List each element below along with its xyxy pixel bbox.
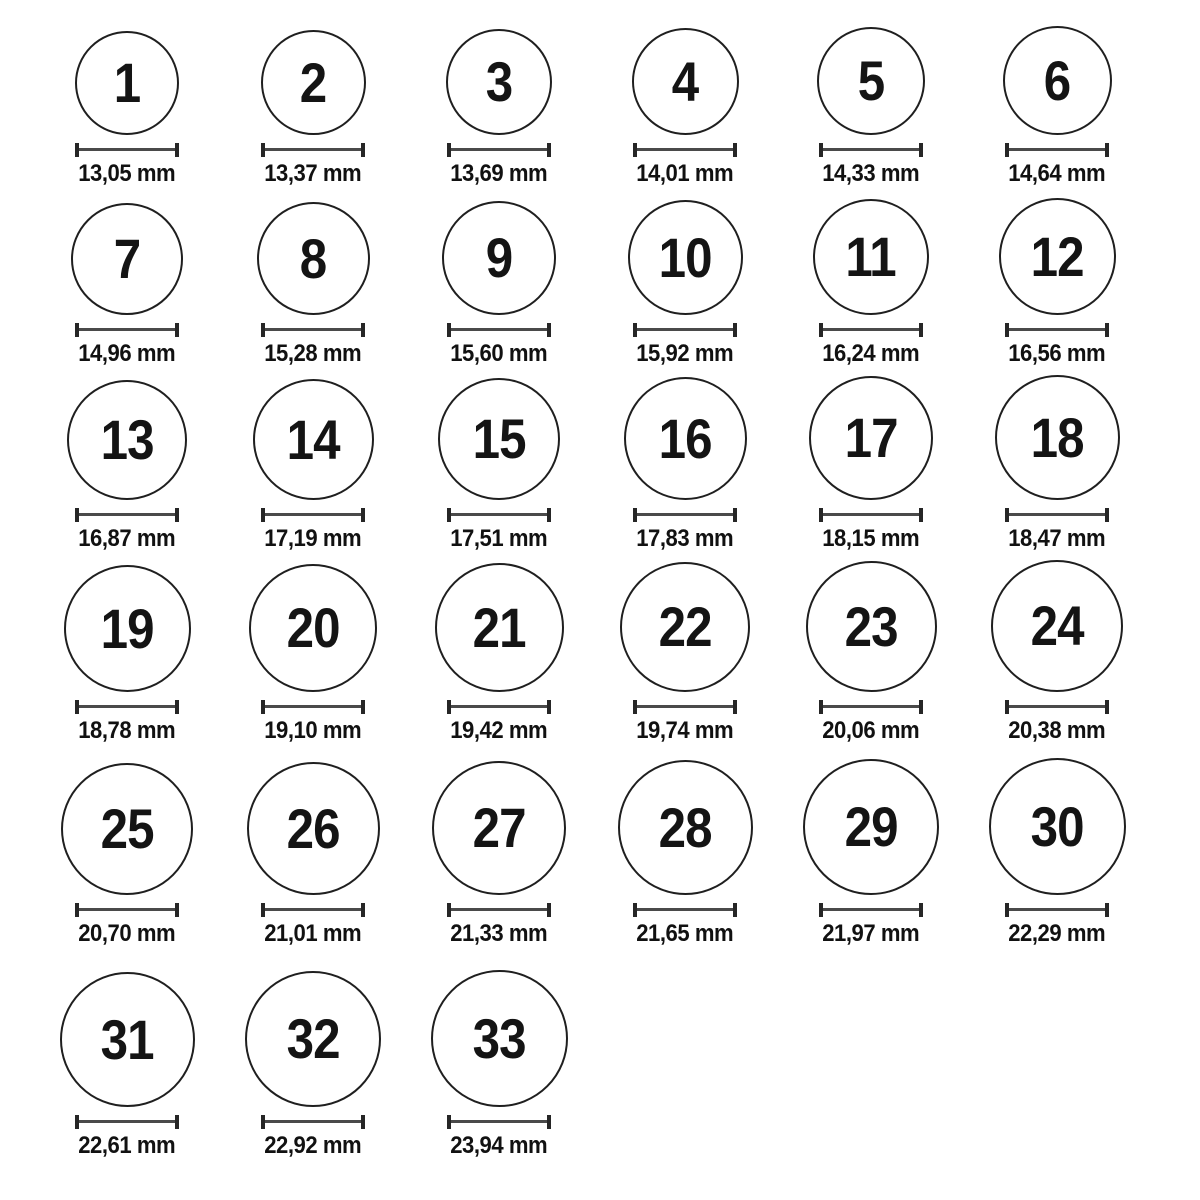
ring-size-number: 19 bbox=[100, 596, 154, 660]
ring-size-number: 11 bbox=[845, 225, 897, 288]
diameter-measure-line bbox=[75, 1115, 179, 1129]
diameter-label: 22,61 mm bbox=[78, 1132, 176, 1159]
ring-circle bbox=[446, 29, 552, 135]
ring-size-number: 31 bbox=[100, 1007, 154, 1071]
diameter-label: 21,65 mm bbox=[636, 920, 734, 947]
ring-size-cell bbox=[592, 200, 778, 365]
ring-size-cell bbox=[406, 29, 592, 185]
ring-size-number: 33 bbox=[472, 1006, 526, 1070]
ring-size-number: 32 bbox=[286, 1007, 340, 1070]
ring-size-row bbox=[0, 742, 1200, 945]
ring-size-number: 17 bbox=[844, 406, 898, 469]
ring-circle bbox=[245, 971, 381, 1107]
ring-circle bbox=[628, 200, 743, 315]
diameter-measure-line bbox=[75, 903, 179, 917]
diameter-label: 20,38 mm bbox=[1008, 717, 1106, 744]
diameter-measure-line bbox=[633, 143, 737, 157]
ring-size-number: 2 bbox=[299, 50, 327, 114]
diameter-label: 22,92 mm bbox=[264, 1132, 362, 1159]
ring-size-cell bbox=[406, 970, 592, 1157]
diameter-label: 15,28 mm bbox=[264, 340, 362, 367]
diameter-measure-line bbox=[633, 508, 737, 522]
ring-size-cell bbox=[592, 377, 778, 550]
ring-size-cell bbox=[406, 563, 592, 742]
ring-circle bbox=[803, 759, 939, 895]
ring-circle bbox=[620, 562, 750, 692]
diameter-label: 20,06 mm bbox=[822, 717, 920, 744]
ring-size-number: 22 bbox=[658, 595, 712, 658]
ring-size-cell bbox=[778, 199, 964, 365]
diameter-label: 18,47 mm bbox=[1008, 525, 1106, 552]
diameter-measure-line bbox=[819, 903, 923, 917]
diameter-measure-line bbox=[75, 700, 179, 714]
ring-size-number: 15 bbox=[472, 407, 526, 470]
diameter-measure-line bbox=[819, 508, 923, 522]
ring-size-cell bbox=[406, 378, 592, 550]
ring-circle bbox=[991, 560, 1123, 692]
diameter-label: 13,69 mm bbox=[450, 160, 548, 187]
ring-circle bbox=[64, 565, 191, 692]
diameter-measure-line bbox=[261, 1115, 365, 1129]
diameter-measure-line bbox=[447, 508, 551, 522]
ring-size-cell bbox=[220, 762, 406, 945]
diameter-label: 19,42 mm bbox=[450, 717, 548, 744]
ring-size-cell bbox=[34, 31, 220, 185]
ring-size-number: 7 bbox=[113, 227, 141, 290]
ring-size-cell bbox=[964, 758, 1150, 945]
ring-circle bbox=[435, 563, 564, 692]
ring-circle bbox=[442, 201, 556, 315]
diameter-measure-line bbox=[819, 143, 923, 157]
ring-circle bbox=[249, 564, 377, 692]
ring-size-number: 14 bbox=[286, 407, 340, 471]
ring-size-cell bbox=[406, 761, 592, 945]
diameter-measure-line bbox=[1005, 700, 1109, 714]
ring-size-cell bbox=[34, 565, 220, 742]
ring-size-cell bbox=[964, 198, 1150, 365]
ring-circle bbox=[632, 28, 739, 135]
diameter-label: 16,24 mm bbox=[822, 340, 920, 367]
diameter-label: 23,94 mm bbox=[450, 1132, 548, 1159]
ring-circle bbox=[989, 758, 1126, 895]
ring-size-number: 4 bbox=[671, 49, 699, 113]
ring-circle bbox=[61, 763, 193, 895]
ring-circle bbox=[71, 203, 183, 315]
diameter-label: 19,74 mm bbox=[636, 717, 734, 744]
ring-size-cell bbox=[592, 760, 778, 945]
ring-circle bbox=[809, 376, 933, 500]
ring-size-row bbox=[0, 0, 1200, 185]
ring-size-cell bbox=[778, 561, 964, 742]
ring-circle bbox=[813, 199, 929, 315]
diameter-measure-line bbox=[819, 323, 923, 337]
diameter-label: 15,60 mm bbox=[450, 340, 548, 367]
ring-circle bbox=[806, 561, 937, 692]
diameter-label: 17,83 mm bbox=[636, 525, 734, 552]
diameter-measure-line bbox=[1005, 903, 1109, 917]
diameter-measure-line bbox=[447, 1115, 551, 1129]
ring-size-number: 6 bbox=[1043, 48, 1071, 112]
ring-size-number: 18 bbox=[1030, 405, 1084, 469]
ring-size-cell bbox=[964, 560, 1150, 742]
ring-size-number: 30 bbox=[1030, 794, 1084, 858]
diameter-label: 21,97 mm bbox=[822, 920, 920, 947]
ring-size-number: 20 bbox=[286, 596, 340, 659]
diameter-label: 19,10 mm bbox=[264, 717, 362, 744]
ring-circle bbox=[247, 762, 380, 895]
ring-size-number: 27 bbox=[472, 796, 526, 859]
diameter-label: 21,33 mm bbox=[450, 920, 548, 947]
ring-size-number: 9 bbox=[485, 226, 513, 289]
diameter-measure-line bbox=[447, 323, 551, 337]
ring-circle bbox=[817, 27, 925, 135]
diameter-measure-line bbox=[447, 700, 551, 714]
diameter-measure-line bbox=[633, 700, 737, 714]
ring-circle bbox=[995, 375, 1120, 500]
diameter-measure-line bbox=[75, 143, 179, 157]
diameter-label: 14,96 mm bbox=[78, 340, 176, 367]
ring-size-number: 23 bbox=[844, 594, 898, 658]
diameter-label: 13,05 mm bbox=[78, 160, 176, 187]
diameter-label: 14,64 mm bbox=[1008, 160, 1106, 187]
diameter-measure-line bbox=[261, 143, 365, 157]
ring-size-cell bbox=[964, 26, 1150, 185]
ring-circle bbox=[253, 379, 374, 500]
ring-circle bbox=[438, 378, 560, 500]
ring-size-cell bbox=[778, 27, 964, 185]
ring-circle bbox=[999, 198, 1116, 315]
ring-size-number: 24 bbox=[1030, 594, 1084, 657]
ring-size-cell bbox=[34, 763, 220, 945]
ring-size-row bbox=[0, 945, 1200, 1157]
ring-size-number: 25 bbox=[100, 797, 154, 860]
diameter-label: 13,37 mm bbox=[264, 160, 362, 187]
diameter-measure-line bbox=[261, 903, 365, 917]
ring-size-cell bbox=[592, 28, 778, 185]
ring-size-number: 12 bbox=[1030, 224, 1084, 288]
diameter-measure-line bbox=[75, 508, 179, 522]
diameter-measure-line bbox=[819, 700, 923, 714]
ring-circle bbox=[432, 761, 566, 895]
ring-size-number: 8 bbox=[299, 226, 327, 290]
diameter-label: 22,29 mm bbox=[1008, 920, 1106, 947]
ring-size-cell bbox=[34, 203, 220, 365]
ring-size-number: 1 bbox=[113, 51, 141, 114]
ring-size-number: 21 bbox=[472, 595, 526, 659]
ring-size-cell bbox=[220, 202, 406, 365]
diameter-measure-line bbox=[1005, 508, 1109, 522]
ring-size-cell bbox=[220, 564, 406, 742]
ring-size-number: 28 bbox=[658, 795, 712, 859]
diameter-label: 21,01 mm bbox=[264, 920, 362, 947]
ring-size-row bbox=[0, 550, 1200, 742]
ring-circle bbox=[618, 760, 753, 895]
ring-circle bbox=[261, 30, 366, 135]
ring-size-number: 26 bbox=[286, 796, 340, 860]
diameter-label: 14,33 mm bbox=[822, 160, 920, 187]
ring-size-cell bbox=[220, 379, 406, 550]
diameter-label: 16,56 mm bbox=[1008, 340, 1106, 367]
diameter-label: 18,78 mm bbox=[78, 717, 176, 744]
ring-size-cell bbox=[964, 375, 1150, 550]
diameter-label: 17,19 mm bbox=[264, 525, 362, 552]
ring-size-cell bbox=[220, 30, 406, 185]
diameter-label: 17,51 mm bbox=[450, 525, 548, 552]
ring-size-number: 13 bbox=[100, 408, 154, 471]
ring-size-number: 3 bbox=[485, 50, 513, 113]
ring-circle bbox=[257, 202, 370, 315]
diameter-measure-line bbox=[261, 323, 365, 337]
diameter-measure-line bbox=[633, 323, 737, 337]
ring-size-cell bbox=[406, 201, 592, 365]
ring-size-number: 16 bbox=[658, 406, 712, 470]
ring-size-cell bbox=[592, 562, 778, 742]
ring-circle bbox=[67, 380, 187, 500]
diameter-measure-line bbox=[1005, 143, 1109, 157]
diameter-measure-line bbox=[261, 700, 365, 714]
ring-circle bbox=[75, 31, 179, 135]
diameter-measure-line bbox=[447, 143, 551, 157]
diameter-label: 18,15 mm bbox=[822, 525, 920, 552]
ring-circle bbox=[1003, 26, 1112, 135]
diameter-measure-line bbox=[633, 903, 737, 917]
diameter-label: 20,70 mm bbox=[78, 920, 176, 947]
diameter-label: 14,01 mm bbox=[636, 160, 734, 187]
diameter-measure-line bbox=[75, 323, 179, 337]
ring-size-number: 10 bbox=[658, 225, 712, 289]
ring-circle bbox=[60, 972, 195, 1107]
ring-size-cell bbox=[34, 380, 220, 550]
diameter-label: 16,87 mm bbox=[78, 525, 176, 552]
ring-size-number: 5 bbox=[857, 49, 885, 112]
diameter-measure-line bbox=[447, 903, 551, 917]
ring-size-cell bbox=[34, 972, 220, 1157]
ring-circle bbox=[624, 377, 747, 500]
diameter-measure-line bbox=[1005, 323, 1109, 337]
ring-size-cell bbox=[778, 759, 964, 945]
ring-circle bbox=[431, 970, 568, 1107]
ring-size-row bbox=[0, 365, 1200, 550]
ring-size-cell bbox=[220, 971, 406, 1157]
ring-size-number: 29 bbox=[844, 795, 898, 858]
ring-size-cell bbox=[778, 376, 964, 550]
diameter-measure-line bbox=[261, 508, 365, 522]
ring-size-row bbox=[0, 185, 1200, 365]
diameter-label: 15,92 mm bbox=[636, 340, 734, 367]
